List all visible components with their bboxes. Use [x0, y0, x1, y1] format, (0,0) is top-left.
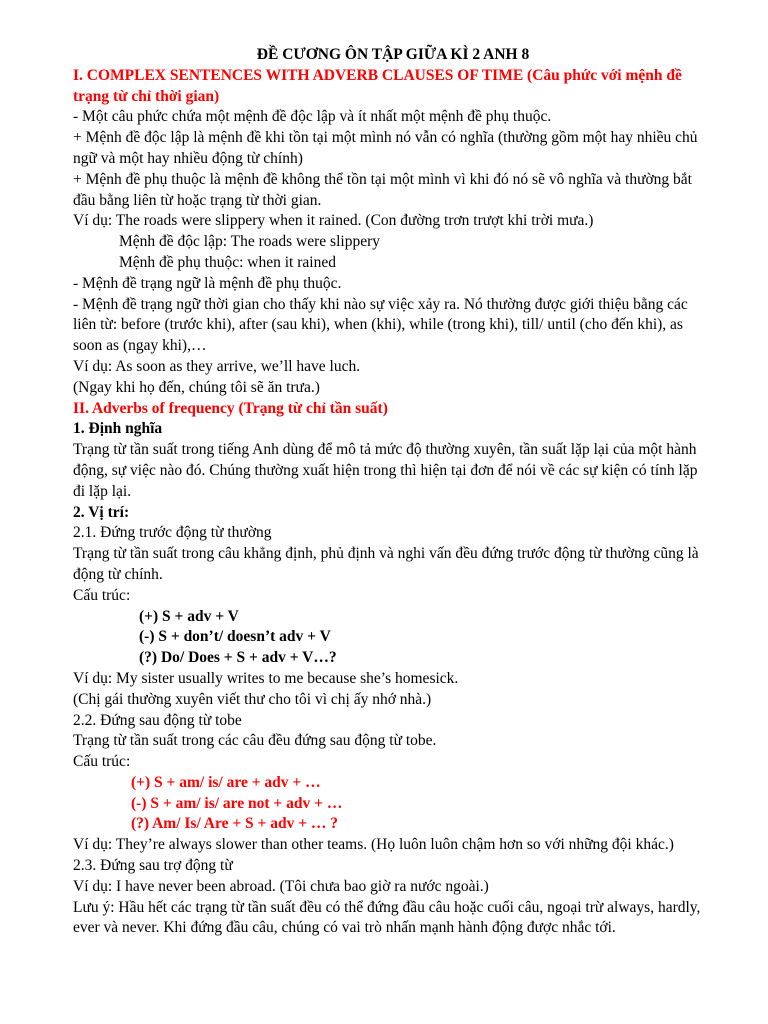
section-2-heading: II. Adverbs of frequency (Trạng từ chỉ tần suất) [73, 399, 388, 417]
example-line: Ví dụ: My sister usually writes to me because she’s homesick. [73, 669, 459, 687]
paragraph: Trạng từ tần suất trong câu khẳng định, phủ định và nghi vấn đều đứng trước động từ thường cũng là động từ chính. [73, 545, 699, 583]
example-line: Ví dụ: They’re always slower than other teams. (Họ luôn luôn chậm hơn so với những đội khác.) [73, 836, 674, 854]
note-paragraph: Lưu ý: Hầu hết các trạng từ tần suất đều có thể đứng đầu câu hoặc cuối câu, ngoại trừ always, hardly, ever và never. Khi đứng đầu câu, chúng có vai trò nhấn mạnh hành động được nhắc tới. [73, 898, 701, 937]
indented-line: Mệnh đề độc lập: The roads were slippery [119, 233, 380, 251]
example-line: Ví dụ: I have never been abroad. (Tôi chưa bao giờ ra nước ngoài.) [73, 877, 489, 895]
example-line: Ví dụ: The roads were slippery when it rained. (Con đường trơn trượt khi trời mưa.) [73, 212, 594, 230]
structure-label: Cấu trúc: [73, 586, 131, 604]
structure-formula: (?) Do/ Does + S + adv + V…? [139, 649, 337, 667]
paragraph: - Mệnh đề trạng ngữ là mệnh đề phụ thuộc. [73, 274, 342, 292]
translation-line: (Ngay khi họ đến, chúng tôi sẽ ăn trưa.) [73, 378, 320, 396]
paragraph: + Mệnh đề độc lập là mệnh đề khi tồn tại một mình nó vẫn có nghĩa (thường gồm một hay nhiều chủ ngữ và một hay nhiều động từ chính) [73, 129, 698, 167]
structure-formula: (+) S + adv + V [139, 607, 239, 625]
paragraph: Trạng từ tần suất trong tiếng Anh dùng để mô tả mức độ thường xuyên, tần suất lặp lại của một hành động, sự việc nào đó. Chúng thường xuất hiện trong thì hiện tại đơn để nói về các sự kiện có tính lặp đi lặp lại. [73, 441, 698, 500]
paragraph: + Mệnh đề phụ thuộc là mệnh đề không thể tồn tại một mình vì khi đó nó sẽ vô nghĩa và thường bắt đầu bằng liên từ hoặc trạng từ thời gian. [73, 170, 692, 209]
structure-formula: (+) S + am/ is/ are + adv + … [131, 773, 321, 791]
subsubsection-heading: 2.1. Đứng trước động từ thường [73, 524, 272, 542]
document-title: ĐỀ CƯƠNG ÔN TẬP GIỮA KÌ 2 ANH 8 [256, 46, 530, 63]
subsection-heading: 2. Vị trí: [73, 503, 130, 521]
document-body [73, 45, 713, 939]
translation-line: (Chị gái thường xuyên viết thư cho tôi vì chị ấy nhớ nhà.) [73, 690, 432, 708]
example-line: Ví dụ: As soon as they arrive, we’ll have luch. [73, 357, 361, 375]
structure-formula: (-) S + am/ is/ are not + adv + … [131, 794, 343, 812]
structure-label: Cấu trúc: [73, 753, 131, 771]
subsection-heading: 1. Định nghĩa [73, 420, 163, 438]
structure-formula: (?) Am/ Is/ Are + S + adv + … ? [131, 815, 339, 833]
indented-line: Mệnh đề phụ thuộc: when it rained [119, 253, 336, 271]
section-1-heading: I. COMPLEX SENTENCES WITH ADVERB CLAUSES OF TIME (Câu phức với mệnh đề trạng từ chỉ thời gian) [73, 66, 682, 105]
paragraph: - Mệnh đề trạng ngữ thời gian cho thấy khi nào sự việc xảy ra. Nó thường được giới thiệu bằng các liên từ: before (trước khi), after (sau khi), when (khi), while (trong khi), till/ until (cho đến khi), as soon as (ngay khi),… [73, 295, 688, 355]
subsubsection-heading: 2.3. Đứng sau trợ động từ [73, 857, 233, 875]
paragraph: Trạng từ tần suất trong các câu đều đứng sau động từ tobe. [73, 732, 437, 750]
structure-formula: (-) S + don’t/ doesn’t adv + V [139, 628, 331, 646]
paragraph: - Một câu phức chứa một mệnh đề độc lập và ít nhất một mệnh đề phụ thuộc. [73, 108, 552, 126]
subsubsection-heading: 2.2. Đứng sau động từ tobe [73, 711, 242, 729]
